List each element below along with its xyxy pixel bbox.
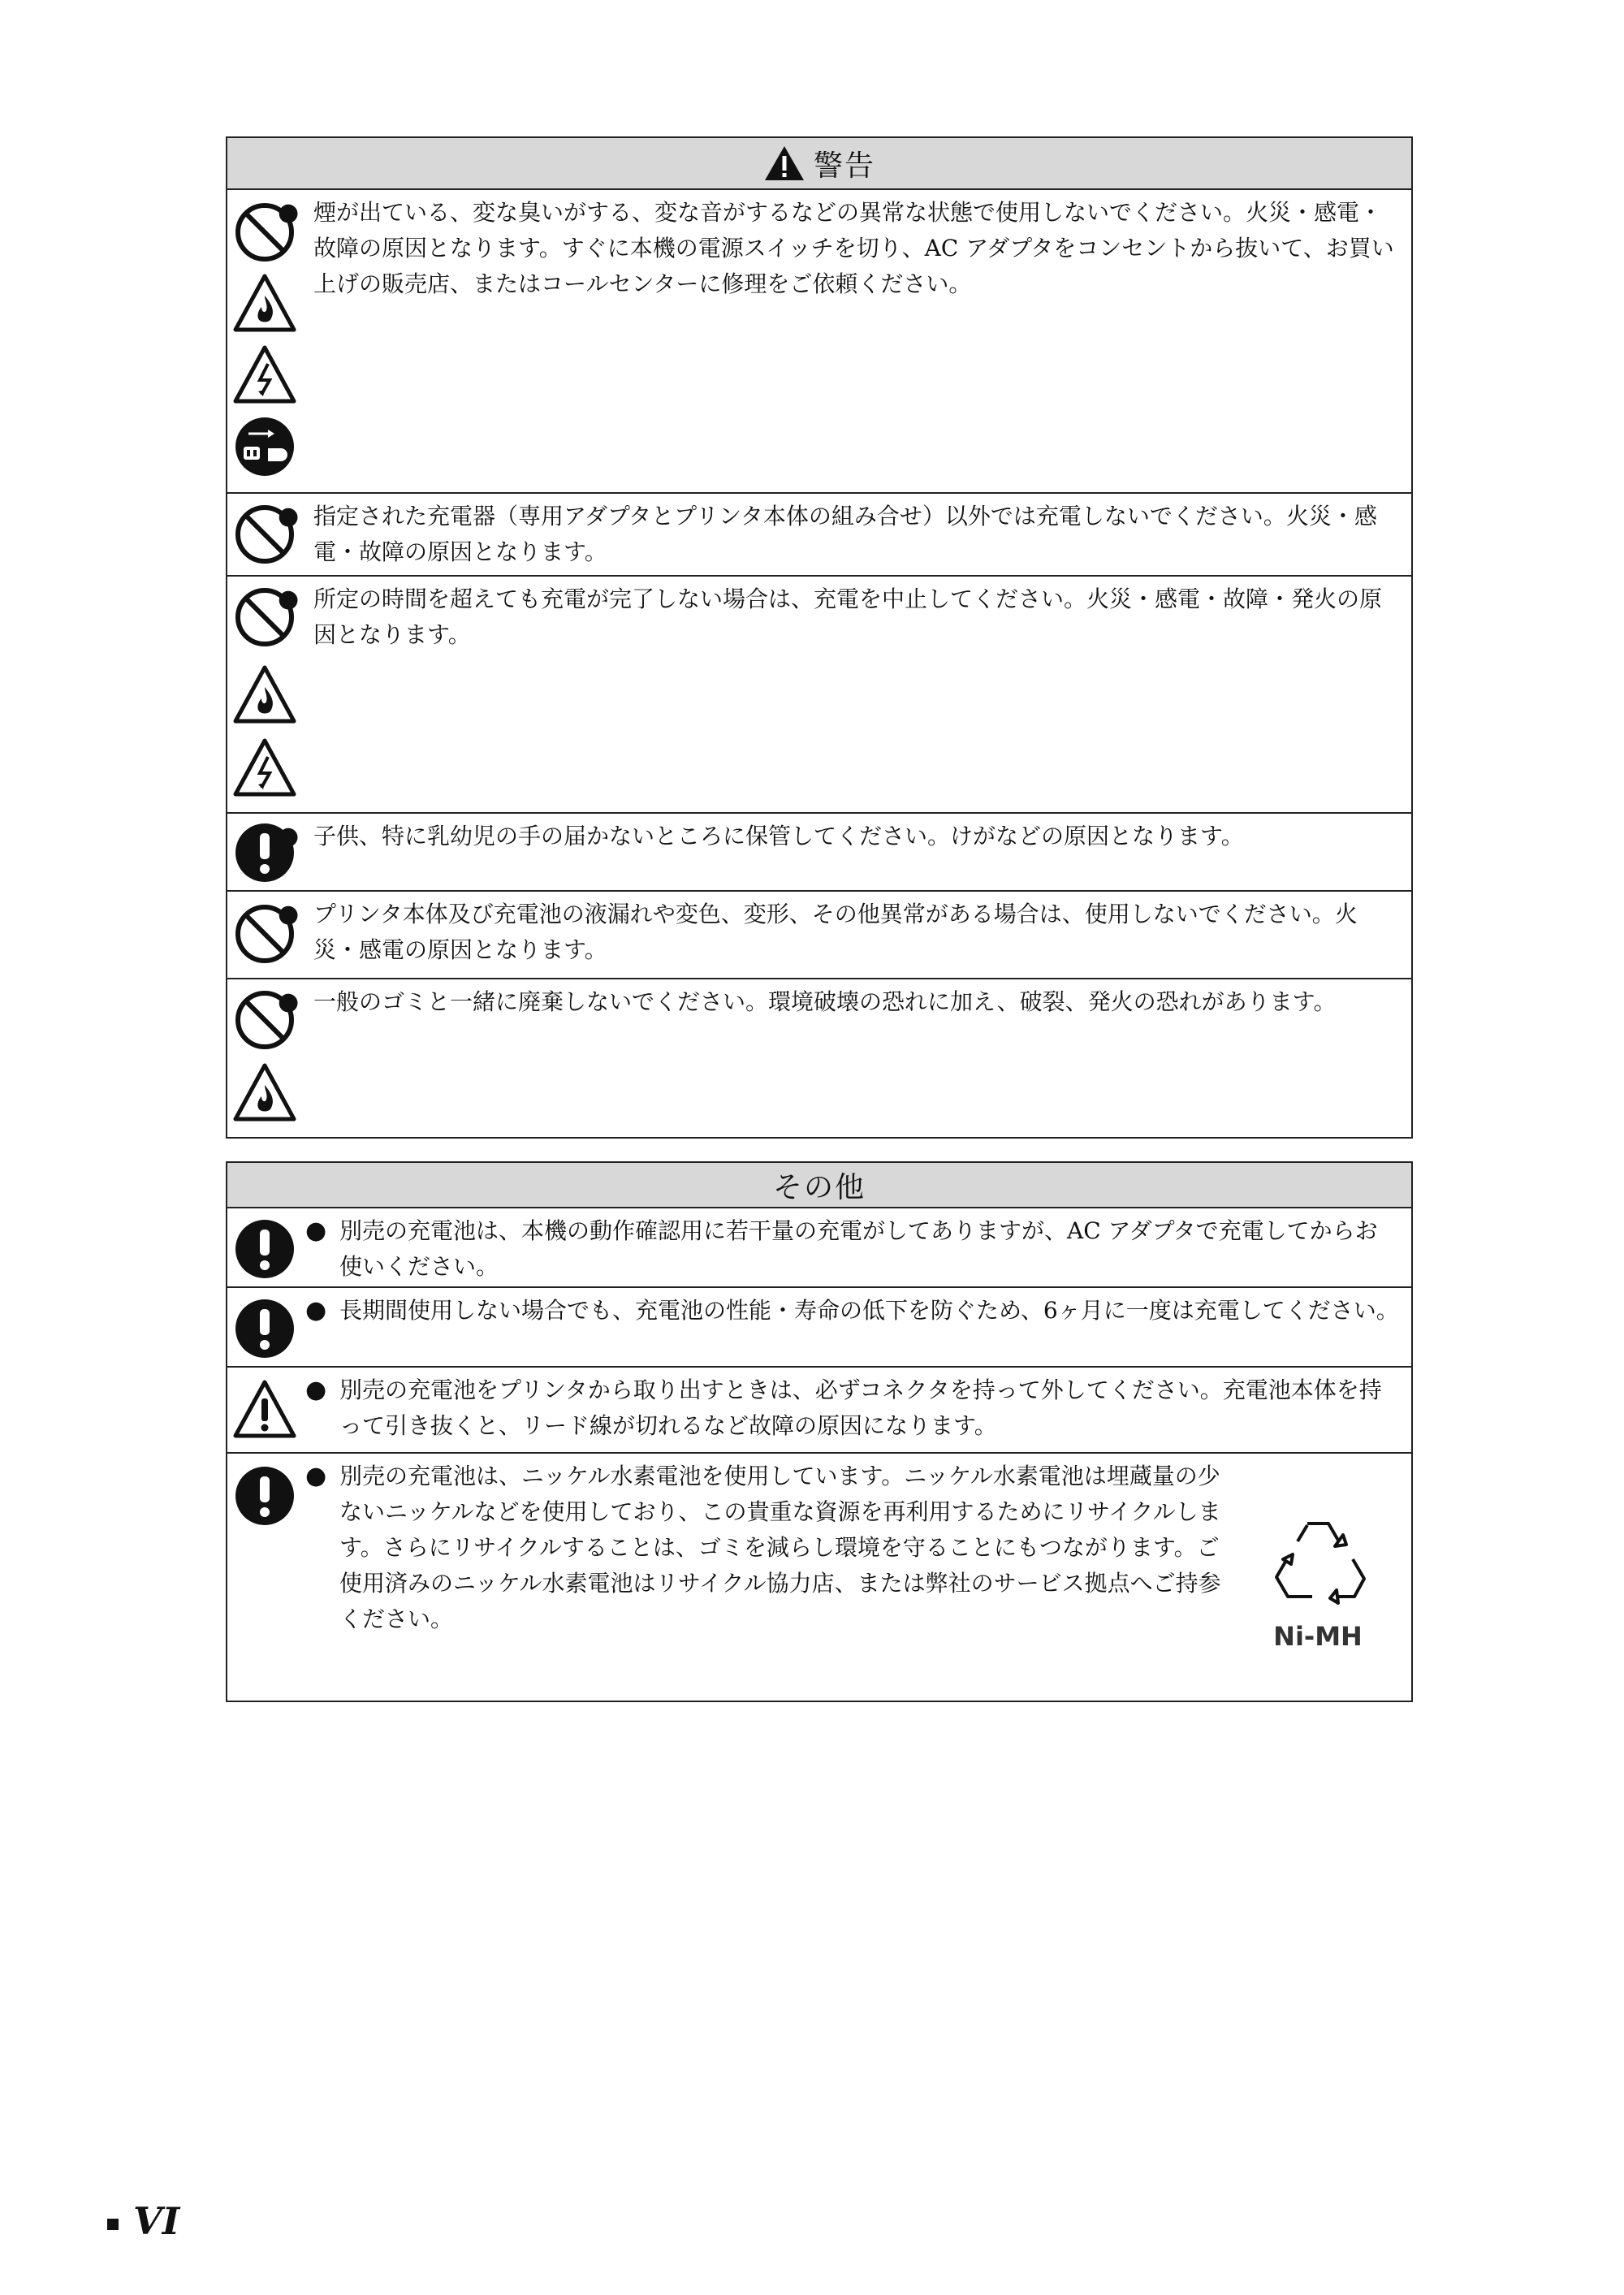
other-text-content: 長期間使用しない場合でも、充電池の性能・寿命の低下を防ぐため、6ヶ月に一度は充電してください。	[339, 1297, 1399, 1324]
warning-triangle-icon	[763, 145, 806, 182]
other-text	[305, 1459, 1233, 1637]
warning-text	[278, 581, 1400, 653]
electric-shock-warning-icon	[232, 736, 297, 801]
bullet: ●	[278, 900, 300, 928]
warning-text	[278, 897, 1400, 968]
caution-icon	[232, 1377, 297, 1442]
warning-text	[278, 499, 1400, 570]
bullet: ●	[305, 1296, 327, 1325]
warning-header	[227, 138, 1411, 190]
other-text	[305, 1293, 1400, 1329]
recycle-icon	[1257, 1512, 1379, 1618]
fire-warning-icon	[232, 271, 297, 336]
other-title: その他	[772, 1170, 866, 1204]
warning-row	[227, 979, 1411, 1137]
bullet: ●	[278, 502, 300, 530]
unplug-icon	[232, 414, 297, 479]
warning-title: 警告	[813, 149, 875, 183]
warning-text-content: 一般のゴミと一緒に廃棄しないでください。環境破壊の恐れに加え、破裂、発火の恐れがあります。	[313, 988, 1337, 1015]
mandatory-action-icon	[232, 1296, 297, 1361]
bullet: ●	[305, 1462, 327, 1490]
other-text	[305, 1213, 1400, 1285]
warning-text-content: 指定された充電器（専用アダプタとプリンタ本体の組み合せ）以外では充電しないでください。火災・感電・故障の原因となります。	[313, 503, 1377, 565]
warning-row	[227, 577, 1411, 814]
other-row	[227, 1288, 1411, 1368]
warning-row	[227, 814, 1411, 892]
electric-shock-warning-icon	[232, 343, 297, 408]
bullet: ●	[305, 1376, 327, 1404]
warning-text-content: プリンタ本体及び充電池の液漏れや変色、変形、その他異常がある場合は、使用しないでください。火災・感電の原因となります。	[313, 901, 1358, 963]
warning-text	[278, 984, 1400, 1020]
warning-row	[227, 494, 1411, 577]
bullet: ●	[278, 198, 300, 227]
fire-warning-icon	[232, 1061, 297, 1126]
other-text	[305, 1372, 1400, 1444]
mandatory-action-icon	[232, 1217, 297, 1281]
bullet: ●	[278, 585, 300, 613]
warning-text	[278, 195, 1400, 302]
warning-panel	[226, 136, 1413, 1139]
warning-row	[227, 892, 1411, 979]
bullet: ●	[278, 822, 300, 850]
recycle-mark	[1249, 1512, 1387, 1658]
other-row	[227, 1368, 1411, 1454]
warning-text	[278, 819, 1400, 854]
warning-text-content: 所定の時間を超えても充電が完了しない場合は、充電を中止してください。火災・感電・故障・発火の原因となります。	[313, 586, 1383, 648]
warning-text-content: 子供、特に乳幼児の手の届かないところに保管してください。けがなどの原因となります。	[313, 823, 1244, 849]
other-panel	[226, 1161, 1413, 1702]
warning-text-content: 煙が出ている、変な臭いがする、変な音がするなどの異常な状態で使用しないでください。火災・感電・故障の原因となります。すぐに本機の電源スイッチを切り、AC アダプタをコンセントから抜いて、お買い上げの販売店、またはコールセンターに修理をご依頼ください。	[313, 199, 1394, 297]
recycle-label: Ni-MH	[1273, 1621, 1363, 1652]
page-number-text: VI	[133, 2199, 180, 2243]
bullet: ●	[278, 988, 300, 1016]
other-text-content: 別売の充電池をプリンタから取り出すときは、必ずコネクタを持って外してください。充電池本体を持って引き抜くと、リード線が切れるなど故障の原因になります。	[339, 1377, 1382, 1439]
other-text-content: 別売の充電池は、本機の動作確認用に若干量の充電がしてありますが、AC アダプタで充電してからお使いください。	[339, 1217, 1378, 1280]
bullet: ●	[305, 1217, 327, 1245]
fire-warning-icon	[232, 663, 297, 728]
warning-row	[227, 190, 1411, 494]
page-number	[107, 2199, 179, 2243]
mandatory-action-icon	[232, 1463, 297, 1528]
other-header	[227, 1163, 1411, 1208]
other-row	[227, 1208, 1411, 1288]
other-row	[227, 1454, 1411, 1702]
other-text-content: 別売の充電池は、ニッケル水素電池を使用しています。ニッケル水素電池は埋蔵量の少ないニッケルなどを使用しており、この貴重な資源を再利用するためにリサイクルします。さらにリサイクルすることは、ゴミを減らし環境を守ることにもつながります。ご使用済みのニッケル水素電池はリサイクル協力店、または弊社のサービス拠点へご持参ください。	[339, 1463, 1221, 1632]
square-mark-icon	[107, 2219, 119, 2230]
